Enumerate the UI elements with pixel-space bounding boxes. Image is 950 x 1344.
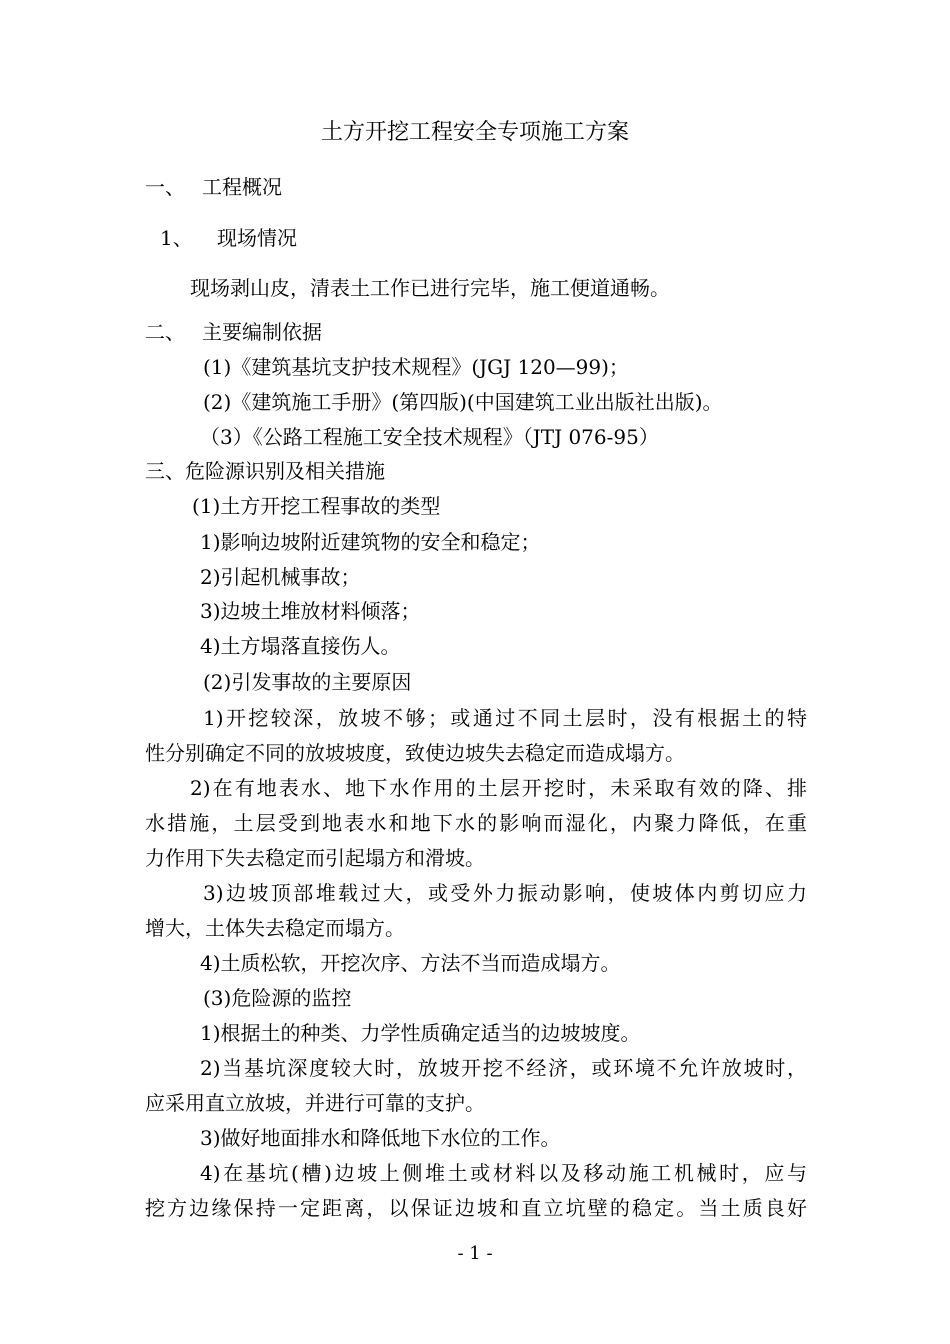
section-2-number: 二、 <box>145 320 185 344</box>
accident-type-item: 1)影响边坡附近建筑物的安全和稳定； <box>200 530 541 554</box>
subsection-1-heading: 现场情况 <box>217 226 297 250</box>
accident-type-item: 4)土方塌落直接伤人。 <box>200 634 401 658</box>
hazard-monitoring-heading: (3)危险源的监控 <box>203 986 352 1010</box>
section-2-heading: 主要编制依据 <box>202 320 322 344</box>
subsection-1-number: 1、 <box>160 226 193 250</box>
monitoring-paragraph-line: 2)当基坑深度较大时，放坡开挖不经济，或环境不允许放坡时， <box>200 1056 807 1080</box>
cause-paragraph-line: 性分别确定不同的放坡坡度，致使边坡失去稳定而造成塌方。 <box>145 741 685 765</box>
monitoring-paragraph-line: 1)根据土的种类、力学性质确定适当的边坡坡度。 <box>200 1021 641 1045</box>
document-title: 土方开挖工程安全专项施工方案 <box>320 120 629 145</box>
monitoring-paragraph-line: 3)做好地面排水和降低地下水位的工作。 <box>200 1126 561 1150</box>
section-1-heading: 工程概况 <box>202 175 282 199</box>
monitoring-paragraph-line: 应采用直立放坡，并进行可靠的支护。 <box>145 1091 485 1115</box>
accident-type-item: 3)边坡土堆放材料倾落； <box>200 599 421 623</box>
site-status-paragraph: 现场剥山皮，清表土工作已进行完毕，施工便道通畅。 <box>190 276 670 300</box>
cause-paragraph-line: 3)边坡顶部堆载过大，或受外力振动影响，使坡体内剪切应力 <box>203 881 807 905</box>
monitoring-paragraph-line: 挖方边缘保持一定距离，以保证边坡和直立坑壁的稳定。当土质良好 <box>145 1196 807 1220</box>
reference-item: (2)《建筑施工手册》(第四版)(中国建筑工业出版社出版)。 <box>203 390 723 414</box>
cause-paragraph-line: 4)土质松软，开挖次序、方法不当而造成塌方。 <box>200 951 621 975</box>
monitoring-paragraph-line: 4)在基坑(槽)边坡上侧堆土或材料以及移动施工机械时，应与 <box>200 1161 807 1185</box>
cause-paragraph-line: 水措施，土层受到地表水和地下水的影响而湿化，内聚力降低，在重 <box>145 811 807 835</box>
page-number: - 1 - <box>457 1243 493 1264</box>
accident-type-item: 2)引起机械事故； <box>200 565 361 589</box>
accident-types-heading: (1)土方开挖工程事故的类型 <box>192 494 441 518</box>
cause-paragraph-line: 力作用下失去稳定而引起塌方和滑坡。 <box>145 846 485 870</box>
cause-paragraph-line: 2)在有地表水、地下水作用的土层开挖时，未采取有效的降、排 <box>190 776 807 800</box>
cause-paragraph-line: 增大，土体失去稳定而塌方。 <box>145 916 405 940</box>
cause-paragraph-line: 1)开挖较深，放坡不够；或通过不同土层时，没有根据土的特 <box>203 706 807 730</box>
accident-causes-heading: (2)引发事故的主要原因 <box>203 670 412 694</box>
section-1-number: 一、 <box>145 175 185 199</box>
section-3-heading: 三、危险源识别及相关措施 <box>145 459 385 483</box>
reference-item: (1)《建筑基坑支护技术规程》(JGJ 120—99)； <box>203 355 629 379</box>
reference-item: （3）《公路工程施工安全技术规程》（JTJ 076-95） <box>200 425 659 449</box>
